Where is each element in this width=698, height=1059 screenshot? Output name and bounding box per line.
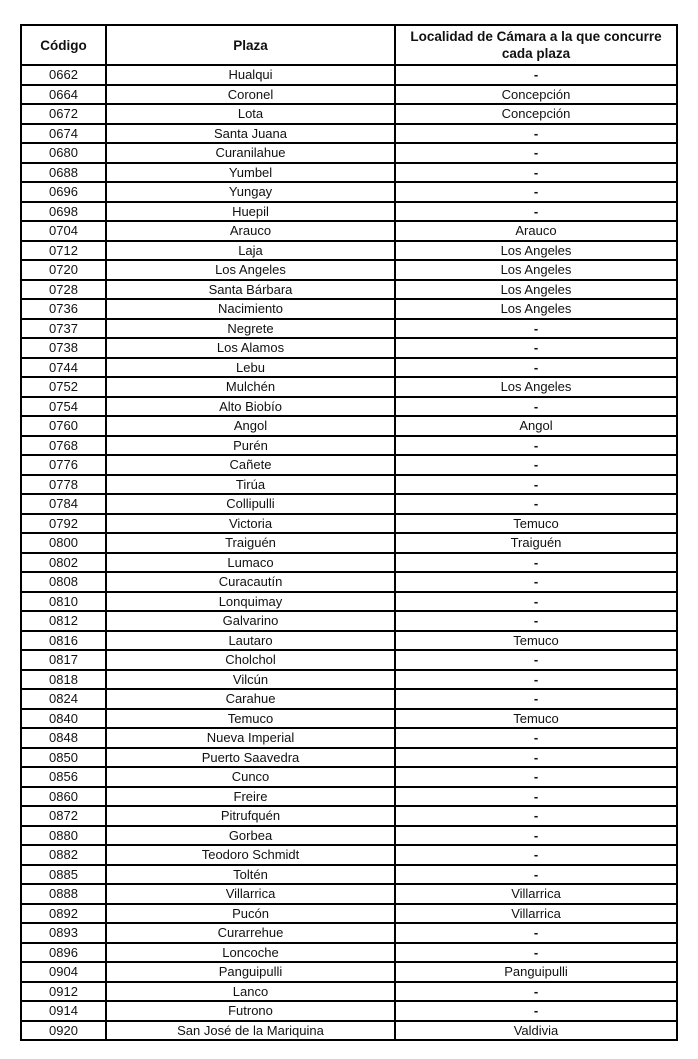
camara-cell: - xyxy=(395,748,677,768)
plaza-cell: Laja xyxy=(106,241,395,261)
codigo-cell: 0744 xyxy=(21,358,106,378)
plaza-cell: Collipulli xyxy=(106,494,395,514)
camara-cell: Concepción xyxy=(395,85,677,105)
camara-cell: Angol xyxy=(395,416,677,436)
camara-cell: - xyxy=(395,65,677,85)
table-row xyxy=(21,865,677,885)
plaza-cell: Los Angeles xyxy=(106,260,395,280)
codigo-cell: 0860 xyxy=(21,787,106,807)
header-row xyxy=(21,25,677,65)
codigo-cell: 0885 xyxy=(21,865,106,885)
plaza-cell: Futrono xyxy=(106,1001,395,1021)
plaza-cell: Panguipulli xyxy=(106,962,395,982)
camara-cell: - xyxy=(395,124,677,144)
table-row xyxy=(21,884,677,904)
plaza-cell: Cholchol xyxy=(106,650,395,670)
codigo-cell: 0896 xyxy=(21,943,106,963)
plaza-cell: Cañete xyxy=(106,455,395,475)
camara-cell: - xyxy=(395,943,677,963)
codigo-cell: 0784 xyxy=(21,494,106,514)
codigo-cell: 0920 xyxy=(21,1021,106,1041)
plaza-cell: Traiguén xyxy=(106,533,395,553)
codigo-cell: 0712 xyxy=(21,241,106,261)
plaza-cell: Los Alamos xyxy=(106,338,395,358)
camara-cell: - xyxy=(395,436,677,456)
codigo-cell: 0696 xyxy=(21,182,106,202)
plaza-cell: Angol xyxy=(106,416,395,436)
camara-cell: - xyxy=(395,338,677,358)
camara-cell: Los Angeles xyxy=(395,299,677,319)
camara-cell: Temuco xyxy=(395,631,677,651)
codigo-cell: 0856 xyxy=(21,767,106,787)
table-row xyxy=(21,397,677,417)
codigo-cell: 0904 xyxy=(21,962,106,982)
camara-cell: - xyxy=(395,163,677,183)
plaza-cell: Alto Biobío xyxy=(106,397,395,417)
camara-cell: - xyxy=(395,553,677,573)
table-row xyxy=(21,1021,677,1041)
codigo-cell: 0848 xyxy=(21,728,106,748)
plaza-cell: Toltén xyxy=(106,865,395,885)
table-row xyxy=(21,631,677,651)
codigo-cell: 0680 xyxy=(21,143,106,163)
table-row xyxy=(21,221,677,241)
camara-cell: Los Angeles xyxy=(395,260,677,280)
table-row xyxy=(21,494,677,514)
plaza-cell: Carahue xyxy=(106,689,395,709)
plaza-cell: Victoria xyxy=(106,514,395,534)
table-row xyxy=(21,182,677,202)
plaza-cell: Lautaro xyxy=(106,631,395,651)
table-row xyxy=(21,85,677,105)
camara-cell: - xyxy=(395,592,677,612)
camara-cell: Temuco xyxy=(395,514,677,534)
codigo-cell: 0754 xyxy=(21,397,106,417)
codigo-cell: 0912 xyxy=(21,982,106,1002)
camara-cell: - xyxy=(395,923,677,943)
table-row xyxy=(21,260,677,280)
camara-cell: - xyxy=(395,826,677,846)
table-row xyxy=(21,904,677,924)
codigo-cell: 0737 xyxy=(21,319,106,339)
plaza-cell: Gorbea xyxy=(106,826,395,846)
table-header xyxy=(21,25,677,65)
plaza-cell: Cunco xyxy=(106,767,395,787)
codigo-cell: 0893 xyxy=(21,923,106,943)
plaza-cell: Vilcún xyxy=(106,670,395,690)
plaza-cell: Puerto Saavedra xyxy=(106,748,395,768)
camara-cell: Concepción xyxy=(395,104,677,124)
camara-cell: - xyxy=(395,455,677,475)
codigo-cell: 0850 xyxy=(21,748,106,768)
codigo-cell: 0802 xyxy=(21,553,106,573)
plaza-cell: Lonquimay xyxy=(106,592,395,612)
codigo-cell: 0688 xyxy=(21,163,106,183)
table-row xyxy=(21,592,677,612)
plaza-cell: Lanco xyxy=(106,982,395,1002)
plaza-cell: Lota xyxy=(106,104,395,124)
camara-cell: - xyxy=(395,728,677,748)
camara-cell: - xyxy=(395,397,677,417)
table-row xyxy=(21,163,677,183)
codigo-cell: 0816 xyxy=(21,631,106,651)
plaza-cell: Lebu xyxy=(106,358,395,378)
codigo-cell: 0768 xyxy=(21,436,106,456)
table-row xyxy=(21,416,677,436)
table-row xyxy=(21,962,677,982)
table-row xyxy=(21,748,677,768)
table-row xyxy=(21,65,677,85)
plaza-cell: Galvarino xyxy=(106,611,395,631)
camara-cell: Los Angeles xyxy=(395,241,677,261)
camara-cell: - xyxy=(395,143,677,163)
camara-cell: - xyxy=(395,319,677,339)
table-row xyxy=(21,280,677,300)
codigo-cell: 0808 xyxy=(21,572,106,592)
plaza-cell: Yumbel xyxy=(106,163,395,183)
table-body xyxy=(21,65,677,1040)
plaza-cell: Villarrica xyxy=(106,884,395,904)
plaza-cell: Curanilahue xyxy=(106,143,395,163)
plaza-cell: Coronel xyxy=(106,85,395,105)
camara-cell: Valdivia xyxy=(395,1021,677,1041)
plaza-cell: Temuco xyxy=(106,709,395,729)
codigo-cell: 0792 xyxy=(21,514,106,534)
plaza-cell: Freire xyxy=(106,787,395,807)
codigo-cell: 0704 xyxy=(21,221,106,241)
table-row xyxy=(21,845,677,865)
codigo-cell: 0752 xyxy=(21,377,106,397)
camara-cell: - xyxy=(395,787,677,807)
plaza-cell: Pitrufquén xyxy=(106,806,395,826)
table-row xyxy=(21,202,677,222)
header-plaza: Plaza xyxy=(106,25,395,65)
camara-cell: - xyxy=(395,358,677,378)
camara-cell: - xyxy=(395,650,677,670)
codigo-cell: 0760 xyxy=(21,416,106,436)
codigo-cell: 0817 xyxy=(21,650,106,670)
codigo-cell: 0888 xyxy=(21,884,106,904)
table-row xyxy=(21,299,677,319)
camara-cell: - xyxy=(395,1001,677,1021)
codigo-cell: 0800 xyxy=(21,533,106,553)
table-row xyxy=(21,475,677,495)
camara-cell: - xyxy=(395,182,677,202)
table-row xyxy=(21,611,677,631)
table-row xyxy=(21,104,677,124)
codigo-cell: 0720 xyxy=(21,260,106,280)
plaza-cell: Negrete xyxy=(106,319,395,339)
plaza-cell: Loncoche xyxy=(106,943,395,963)
plaza-cell: Nueva Imperial xyxy=(106,728,395,748)
camara-cell: Los Angeles xyxy=(395,280,677,300)
table-row xyxy=(21,670,677,690)
camara-cell: - xyxy=(395,494,677,514)
codigo-cell: 0818 xyxy=(21,670,106,690)
codigo-cell: 0840 xyxy=(21,709,106,729)
codigo-cell: 0812 xyxy=(21,611,106,631)
codigo-cell: 0672 xyxy=(21,104,106,124)
plaza-cell: Santa Bárbara xyxy=(106,280,395,300)
header-camara: Localidad de Cámara a la que concurre cada plaza xyxy=(395,25,677,65)
table-row xyxy=(21,143,677,163)
camara-cell: - xyxy=(395,689,677,709)
table-row xyxy=(21,826,677,846)
camara-cell: - xyxy=(395,982,677,1002)
table-row xyxy=(21,377,677,397)
codigo-cell: 0892 xyxy=(21,904,106,924)
camara-cell: Los Angeles xyxy=(395,377,677,397)
codigo-cell: 0738 xyxy=(21,338,106,358)
plaza-cell: Mulchén xyxy=(106,377,395,397)
codigo-cell: 0698 xyxy=(21,202,106,222)
table-row xyxy=(21,1001,677,1021)
codigo-cell: 0728 xyxy=(21,280,106,300)
camara-cell: - xyxy=(395,202,677,222)
camara-cell: Villarrica xyxy=(395,884,677,904)
codigo-cell: 0662 xyxy=(21,65,106,85)
plaza-cell: Nacimiento xyxy=(106,299,395,319)
codigo-cell: 0810 xyxy=(21,592,106,612)
codigo-cell: 0674 xyxy=(21,124,106,144)
table-row xyxy=(21,553,677,573)
camara-cell: - xyxy=(395,806,677,826)
codigo-cell: 0872 xyxy=(21,806,106,826)
codigo-cell: 0664 xyxy=(21,85,106,105)
plaza-cell: Huepil xyxy=(106,202,395,222)
table-row xyxy=(21,923,677,943)
camara-cell: Temuco xyxy=(395,709,677,729)
table-row xyxy=(21,943,677,963)
table-row xyxy=(21,689,677,709)
plaza-cell: Hualqui xyxy=(106,65,395,85)
plaza-cell: Curacautín xyxy=(106,572,395,592)
plaza-cell: Teodoro Schmidt xyxy=(106,845,395,865)
table-row xyxy=(21,436,677,456)
table-row xyxy=(21,533,677,553)
table-row xyxy=(21,787,677,807)
table-row xyxy=(21,124,677,144)
plaza-cell: Santa Juana xyxy=(106,124,395,144)
codigo-cell: 0736 xyxy=(21,299,106,319)
table-row xyxy=(21,338,677,358)
plaza-cell: Pucón xyxy=(106,904,395,924)
camara-cell: - xyxy=(395,670,677,690)
table-row xyxy=(21,982,677,1002)
plaza-cell: Curarrehue xyxy=(106,923,395,943)
camara-cell: - xyxy=(395,572,677,592)
codigo-cell: 0778 xyxy=(21,475,106,495)
camara-cell: Traiguén xyxy=(395,533,677,553)
table-row xyxy=(21,319,677,339)
camara-cell: Villarrica xyxy=(395,904,677,924)
codigo-cell: 0824 xyxy=(21,689,106,709)
table-row xyxy=(21,650,677,670)
plaza-cell: Tirúa xyxy=(106,475,395,495)
table-row xyxy=(21,358,677,378)
table-row xyxy=(21,514,677,534)
camara-cell: - xyxy=(395,865,677,885)
camara-cell: - xyxy=(395,475,677,495)
table-row xyxy=(21,455,677,475)
plaza-camara-table xyxy=(20,24,678,1041)
table-row xyxy=(21,572,677,592)
camara-cell: - xyxy=(395,611,677,631)
plaza-cell: Arauco xyxy=(106,221,395,241)
codigo-cell: 0914 xyxy=(21,1001,106,1021)
plaza-cell: Purén xyxy=(106,436,395,456)
codigo-cell: 0776 xyxy=(21,455,106,475)
plaza-cell: San José de la Mariquina xyxy=(106,1021,395,1041)
header-codigo: Código xyxy=(21,25,106,65)
table-row xyxy=(21,806,677,826)
table-row xyxy=(21,241,677,261)
table-row xyxy=(21,767,677,787)
plaza-cell: Lumaco xyxy=(106,553,395,573)
camara-cell: - xyxy=(395,845,677,865)
camara-cell: Panguipulli xyxy=(395,962,677,982)
codigo-cell: 0880 xyxy=(21,826,106,846)
camara-cell: - xyxy=(395,767,677,787)
table-row xyxy=(21,728,677,748)
table-row xyxy=(21,709,677,729)
plaza-cell: Yungay xyxy=(106,182,395,202)
codigo-cell: 0882 xyxy=(21,845,106,865)
camara-cell: Arauco xyxy=(395,221,677,241)
